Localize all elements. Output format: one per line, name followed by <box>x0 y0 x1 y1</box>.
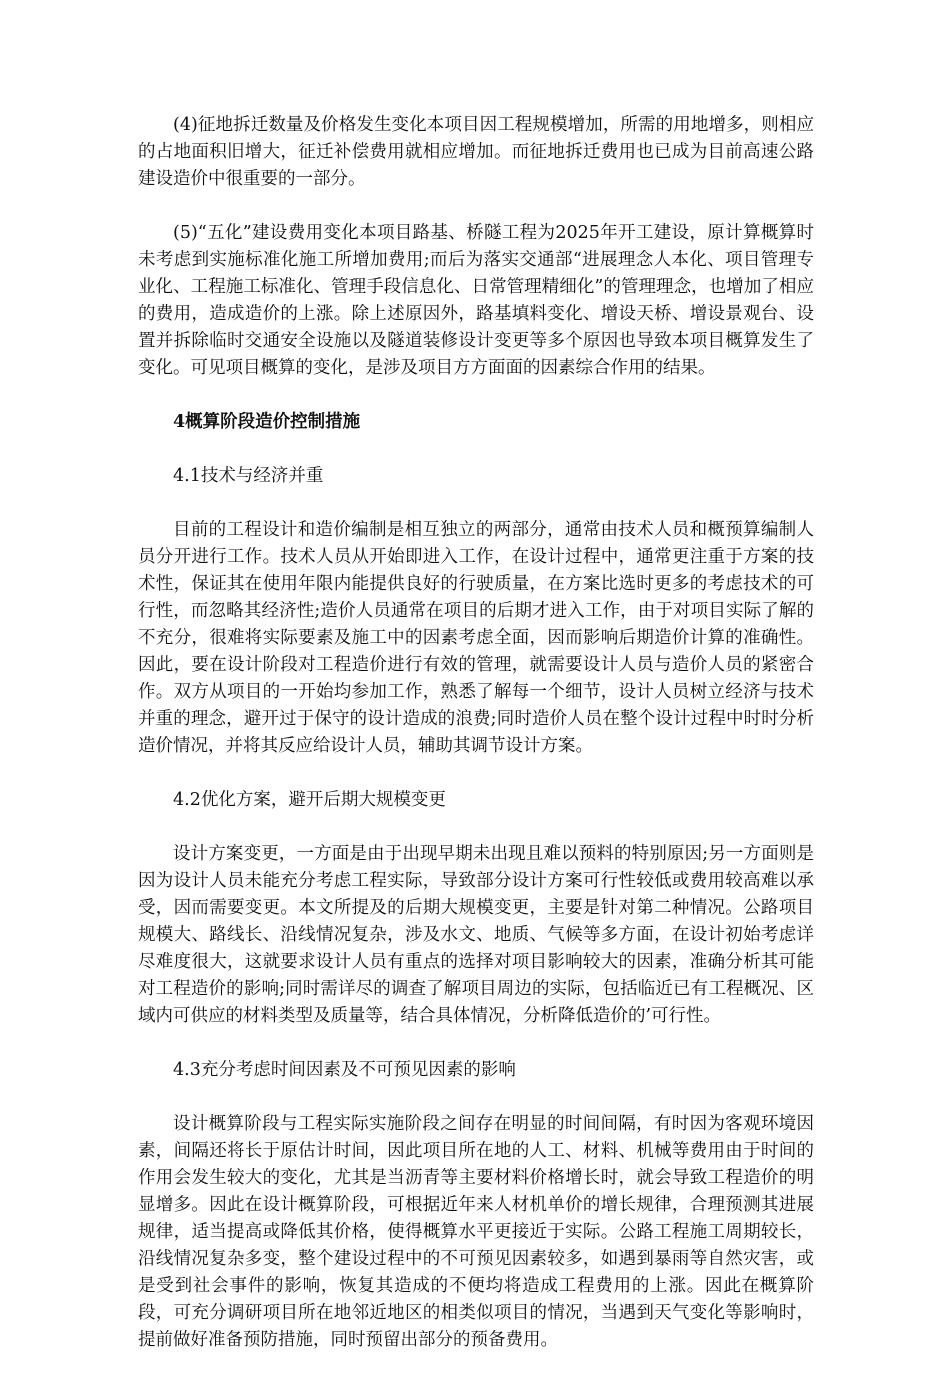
document-page <box>138 112 814 1381</box>
subsection-heading-4-1: 4.1技术与经济并重 <box>173 466 324 486</box>
paragraph-tech-economy: 目前的工程设计和造价编制是相互独立的两部分，通常由技术人员和概预算编制人员分开进行工作。技术人员从开始即进入工作，在设计过程中，通常更注重于方案的技术性，保证其在使用年限内能提供良好的行驶质量，在方案比选时更多的考虑技术的可行性，而忽略其经济性;造价人员通常在项目的后期才进入工作，由于对项目实际了解的不充分，很难将实际要素及施工中的因素考虑全面，因而影响后期造价计算的准确性。因此，要在设计阶段对工程造价进行有效的管理，就需要设计人员与造价人员的紧密合作。双方从项目的一开始均参加工作，熟悉了解每一个细节，设计人员树立经济与技术并重的理念，避开过于保守的设计造成的浪费;同时造价人员在整个设计过程中时时分析造价情况，并将其反应给设计人员，辅助其调节设计方案。 <box>138 520 814 756</box>
section-heading-4: 4概算阶段造价控制措施 <box>173 412 361 432</box>
subsection-heading-4-2: 4.2优化方案，避开后期大规模变更 <box>173 790 446 810</box>
paragraph-land-acquisition: (4)征地拆迁数量及价格发生变化本项目因工程规模增加，所需的用地增多，则相应的占地面积旧增大，征迁补偿费用就相应增加。而征地拆迁费用也已成为目前高速公路建设造价中很重要的一部分。 <box>138 115 814 189</box>
paragraph-five-modernizations: (5)“五化”建设费用变化本项目路基、桥隧工程为2025年开工建设，原计算概算时未考虑到实施标准化施工所增加费用;而后为落实交通部“进展理念人本化、项目管理专业化、工程施工标准化、管理手段信息化、日常管理精细化”的管理理念，也增加了相应的费用，造成造价的上涨。除上述原因外，路基填料变化、增设天桥、增设景观台、设置并拆除临时交通安全设施以及隧道装修设计变更等多个原因也导致本项目概算发生了变化。可见项目概算的变化，是涉及项目方方面面的因素综合作用的结果。 <box>138 223 814 378</box>
paragraph-optimize-plan: 设计方案变更，一方面是由于出现早期未出现且难以预料的特别原因;另一方面则是因为设计人员未能充分考虑工程实际，导致部分设计方案可行性较低或费用较高难以承受，因而需要变更。本文所提及的后期大规模变更，主要是针对第二种情况。公路项目规模大、路线长、沿线情况复杂，涉及水文、地质、气候等多方面，在设计初始考虑详尽难度很大，这就要求设计人员有重点的选择对项目影响较大的因素，准确分析其可能对工程造价的影响;同时需详尽的调查了解项目周边的实际，包括临近已有工程概况、区域内可供应的材料类型及质量等，结合具体情况，分析降低造价的’可行性。 <box>138 844 814 1026</box>
subsection-heading-4-3: 4.3充分考虑时间因素及不可预见因素的影响 <box>173 1060 516 1080</box>
paragraph-time-factors: 设计概算阶段与工程实际实施阶段之间存在明显的时间间隔，有时因为客观环境因素，间隔还将长于原估计时间，因此项目所在地的人工、材料、机械等费用由于时间的作用会发生较大的变化，尤其是当沥青等主要材料价格增长时，就会导致工程造价的明显增多。因此在设计概算阶段，可根据近年来人材机单价的增长规律，合理预测其进展规律，适当提高或降低其价格，使得概算水平更接近于实际。公路工程施工周期较长，沿线情况复杂多变，整个建设过程中的不可预见因素较多，如遇到暴雨等自然灾害，或是受到社会事件的影响，恢复其造成的不便均将造成工程费用的上涨。因此在概算阶段，可充分调研项目所在地邻近地区的相类似项目的情况，当遇到天气变化等影响时，提前做好准备预防措施，同时预留出部分的预备费用。 <box>138 1114 814 1350</box>
